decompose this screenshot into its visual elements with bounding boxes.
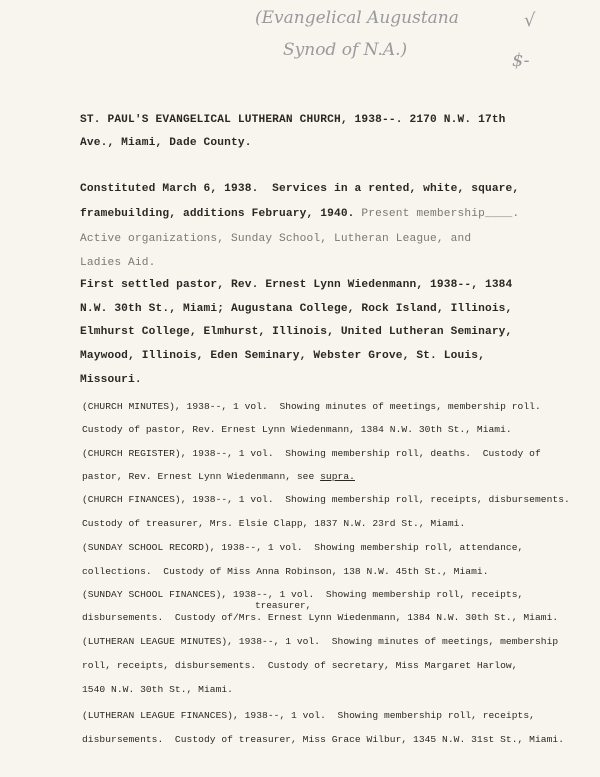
- record-league-minutes-2: roll, receipts, disbursements. Custody of secretary, Miss Margaret Harlow,: [82, 660, 518, 671]
- title-line2: Ave., Miami, Dade County.: [80, 137, 252, 149]
- pastor-line1: First settled pastor, Rev. Ernest Lynn Wiedenmann, 1938--, 1384: [80, 279, 513, 291]
- record-sunday-school-1: (SUNDAY SCHOOL RECORD), 1938--, 1 vol. Showing membership roll, attendance,: [82, 542, 524, 553]
- record-league-minutes-3: 1540 N.W. 30th St., Miami.: [82, 684, 233, 695]
- insertion-treasurer: treasurer,: [255, 600, 312, 611]
- pencil-mark: $-: [512, 50, 530, 71]
- record-church-register-1: (CHURCH REGISTER), 1938--, 1 vol. Showing membership roll, deaths. Custody of: [82, 448, 541, 459]
- history-line1: Constituted March 6, 1938. Services in a rented, white, square,: [80, 183, 520, 195]
- record-sunday-school-2: collections. Custody of Miss Anna Robinson, 138 N.W. 45th St., Miami.: [82, 566, 489, 577]
- pastor-line2: N.W. 30th St., Miami; Augustana College, Rock Island, Illinois,: [80, 303, 513, 315]
- history-line2: [80, 208, 519, 220]
- title-line1: ST. PAUL'S EVANGELICAL LUTHERAN CHURCH, 1938--. 2170 N.W. 17th: [80, 114, 506, 126]
- history-line3: Active organizations, Sunday School, Lutheran League, and: [80, 233, 472, 245]
- record-league-minutes-1: (LUTHERAN LEAGUE MINUTES), 1938--, 1 vol. Showing minutes of meetings, membership: [82, 636, 559, 647]
- pastor-line3: Elmhurst College, Elmhurst, Illinois, United Lutheran Seminary,: [80, 326, 513, 338]
- record-church-minutes-1: (CHURCH MINUTES), 1938--, 1 vol. Showing minutes of meetings, membership roll.: [82, 401, 541, 412]
- membership-blank: Present membership____.: [354, 208, 520, 220]
- record-church-finances-1: (CHURCH FINANCES), 1938--, 1 vol. Showing membership roll, receipts, disbursements.: [82, 494, 570, 505]
- record-ss-finances-1: (SUNDAY SCHOOL FINANCES), 1938--, 1 vol. Showing membership roll, receipts,: [82, 589, 524, 600]
- pastor-line4: Maywood, Illinois, Eden Seminary, Webster Grove, St. Louis,: [80, 350, 485, 362]
- record-church-finances-2: Custody of treasurer, Mrs. Elsie Clapp, 1837 N.W. 23rd St., Miami.: [82, 518, 466, 529]
- history-line4: Ladies Aid.: [80, 257, 156, 269]
- supra-reference: supra.: [320, 471, 355, 482]
- record-ss-finances-2: disbursements. Custody of/Mrs. Ernest Lynn Wiedenmann, 1384 N.W. 30th St., Miami.: [82, 612, 559, 623]
- history-line2-text: framebuilding, additions February, 1940.: [80, 208, 355, 220]
- pastor-line5: Missouri.: [80, 374, 142, 386]
- handwritten-note-line1: (Evangelical Augustana: [255, 8, 459, 28]
- record-league-finances-2: disbursements. Custody of treasurer, Miss Grace Wilbur, 1345 N.W. 31st St., Miami.: [82, 734, 564, 745]
- handwritten-note-line2: Synod of N.A.): [283, 40, 408, 60]
- check-mark: √: [524, 10, 536, 31]
- record-church-minutes-2: Custody of pastor, Rev. Ernest Lynn Wiedenmann, 1384 N.W. 30th St., Miami.: [82, 424, 512, 435]
- record-church-register-2-text: pastor, Rev. Ernest Lynn Wiedenmann, see: [82, 471, 321, 482]
- record-league-finances-1: (LUTHERAN LEAGUE FINANCES), 1938--, 1 vol. Showing membership roll, receipts,: [82, 710, 535, 721]
- record-church-register-2: [82, 471, 355, 482]
